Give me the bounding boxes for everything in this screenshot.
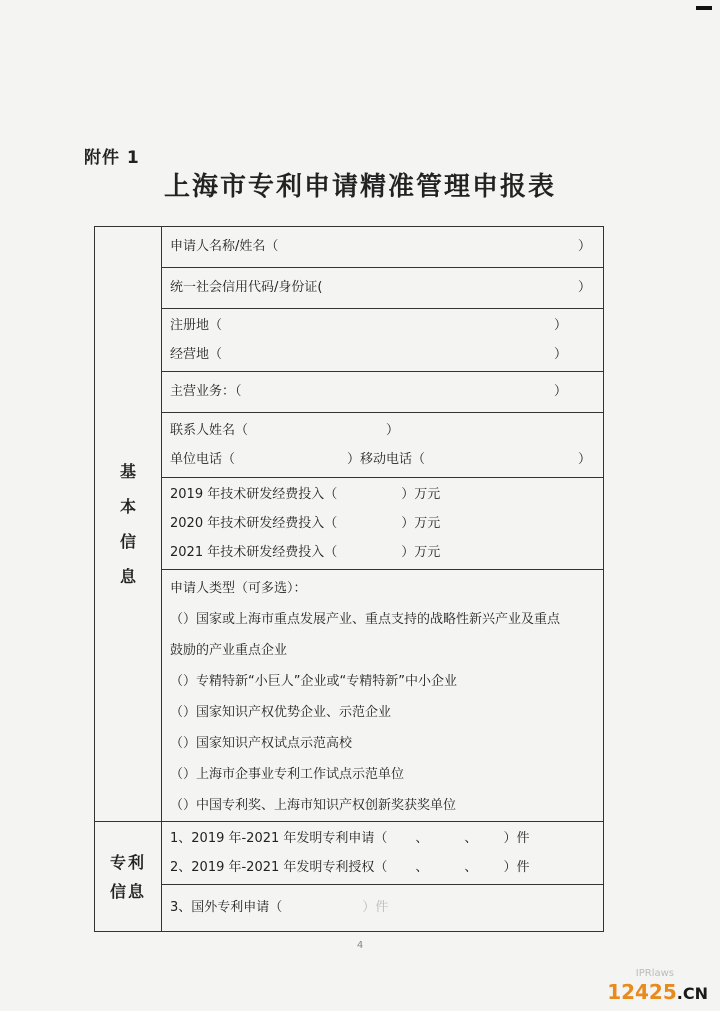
patent-count-cell[interactable]: 1、2019 年-2021 年发明专利申请（ 、 、 ）件 2、2019 年-2021 年发明专利授权（ 、 、 ）件 bbox=[162, 822, 604, 885]
annex-label: 附件 1 bbox=[84, 148, 140, 168]
applicant-type-option-cont: 鼓励的产业重点企业 bbox=[170, 643, 288, 658]
page-title: 上海市专利申请精准管理申报表 bbox=[163, 172, 556, 202]
contact-label: 联系人姓名（ bbox=[170, 423, 249, 438]
applicant-type-option[interactable]: （）国家知识产权优势企业、示范企业 bbox=[170, 705, 392, 720]
applicant-type-option[interactable]: （）上海市企事业专利工作试点示范单位 bbox=[170, 767, 405, 782]
rd-2019-label: 2019 年技术研发经费投入（ bbox=[170, 487, 338, 502]
applicant-name-cell[interactable]: 申请人名称/姓名（ ） bbox=[162, 227, 604, 268]
watermark: IPRlaws bbox=[635, 968, 674, 979]
main-business-label: 主营业务：（ bbox=[170, 384, 242, 399]
rd-investment-cell[interactable]: 2019 年技术研发经费投入（ ）万元 2020 年技术研发经费投入（ ）万元 2021 年技术研发经费投入（ ）万元 bbox=[162, 478, 604, 570]
contact-cell[interactable]: 联系人姓名（ ） 单位电话（ ）移动电话（ ） bbox=[162, 413, 604, 478]
main-business-cell[interactable]: 主营业务：（ ） bbox=[162, 372, 604, 413]
address-cell[interactable]: 注册地（ ） 经营地（ ） bbox=[162, 309, 604, 372]
application-form-table bbox=[94, 226, 604, 932]
patent-apply-label: 1、2019 年-2021 年发明专利申请（ bbox=[170, 831, 388, 846]
patent-grant-label: 2、2019 年-2021 年发明专利授权（ bbox=[170, 860, 388, 875]
applicant-type-option[interactable]: （）国家或上海市重点发展产业、重点支持的战略性新兴产业及重点 bbox=[170, 612, 561, 627]
credit-code-cell[interactable]: 统一社会信用代码/身份证( ） bbox=[162, 268, 604, 309]
applicant-type-option[interactable]: （）中国专利奖、上海市知识产权创新奖获奖单位 bbox=[170, 798, 457, 813]
rd-2021-label: 2021 年技术研发经费投入（ bbox=[170, 545, 338, 560]
applicant-name-label: 申请人名称/姓名（ bbox=[170, 239, 279, 254]
basic-info-side-label: 基 本 信 息 bbox=[95, 227, 162, 822]
corner-mark bbox=[696, 6, 712, 10]
reg-place-label: 注册地（ bbox=[170, 318, 223, 333]
phone-label: 单位电话（ bbox=[170, 452, 236, 467]
credit-code-label: 统一社会信用代码/身份证( bbox=[170, 280, 323, 295]
applicant-type-option[interactable]: （）国家知识产权试点示范高校 bbox=[170, 736, 353, 751]
foreign-patent-cell[interactable]: 3、国外专利申请（ ）件 bbox=[162, 885, 604, 932]
biz-place-label: 经营地（ bbox=[170, 347, 223, 362]
applicant-type-option[interactable]: （）专精特新“小巨人”企业或“专精特新”中小企业 bbox=[170, 674, 457, 689]
foreign-patent-label: 3、国外专利申请（ bbox=[170, 900, 283, 915]
applicant-type-cell bbox=[162, 570, 604, 822]
patent-info-side-label: 专利 信息 bbox=[95, 822, 162, 932]
mobile-label: ）移动电话（ bbox=[347, 452, 426, 467]
site-logo: 12425.CN bbox=[607, 980, 708, 1004]
applicant-type-title: 申请人类型（可多选）： bbox=[170, 581, 307, 596]
page-number: 4 bbox=[356, 940, 364, 951]
rd-2020-label: 2020 年技术研发经费投入（ bbox=[170, 516, 338, 531]
